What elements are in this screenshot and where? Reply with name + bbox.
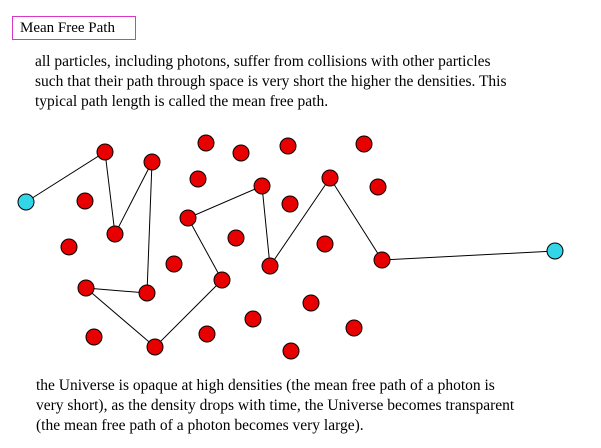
particle-dot	[107, 226, 123, 242]
particle-dot	[283, 343, 299, 359]
photon-path-line	[26, 152, 555, 347]
particle-dot	[303, 295, 319, 311]
particle-dot	[190, 171, 206, 187]
particle-dot	[262, 258, 278, 274]
photon-start-dot	[18, 194, 34, 210]
particle-dot	[233, 145, 249, 161]
conclusion-line: the Universe is opaque at high densities (the mean free path of a photon is	[36, 377, 495, 394]
particle-dot	[77, 193, 93, 209]
particle-dot	[317, 236, 333, 252]
particle-dot	[370, 179, 386, 195]
conclusion-text	[36, 376, 596, 436]
page-title: Mean Free Path	[20, 20, 115, 36]
particle-dot	[214, 272, 230, 288]
particle-dot	[245, 311, 261, 327]
particle-dot	[144, 154, 160, 170]
photon-end-dot	[547, 243, 563, 259]
intro-line: all particles, including photons, suffer from collisions with other particles	[35, 53, 491, 70]
conclusion-line: (the mean free path of a photon becomes very large).	[36, 417, 364, 434]
particle-dot	[97, 144, 113, 160]
particle-dot	[166, 256, 182, 272]
particle-dot	[322, 170, 338, 186]
particle-dot	[254, 178, 270, 194]
particle-dot	[280, 138, 296, 154]
particle-dot	[346, 320, 362, 336]
particle-dot	[356, 136, 372, 152]
particle-dot	[374, 252, 390, 268]
particle-dot	[180, 210, 196, 226]
particle-dot	[282, 196, 298, 212]
particle-dot	[78, 280, 94, 296]
particle-dot	[61, 239, 77, 255]
particle-dot	[86, 329, 102, 345]
particle-dot	[198, 135, 214, 151]
particle-dot	[228, 230, 244, 246]
particle-dot	[147, 339, 163, 355]
particle-dot	[199, 326, 215, 342]
intro-line: typical path length is called the mean free path.	[35, 93, 329, 110]
particle-dot	[139, 285, 155, 301]
intro-line: such that their path through space is very short the higher the densities. This	[35, 73, 507, 90]
conclusion-line: very short), as the density drops with time, the Universe becomes transparent	[36, 397, 515, 414]
